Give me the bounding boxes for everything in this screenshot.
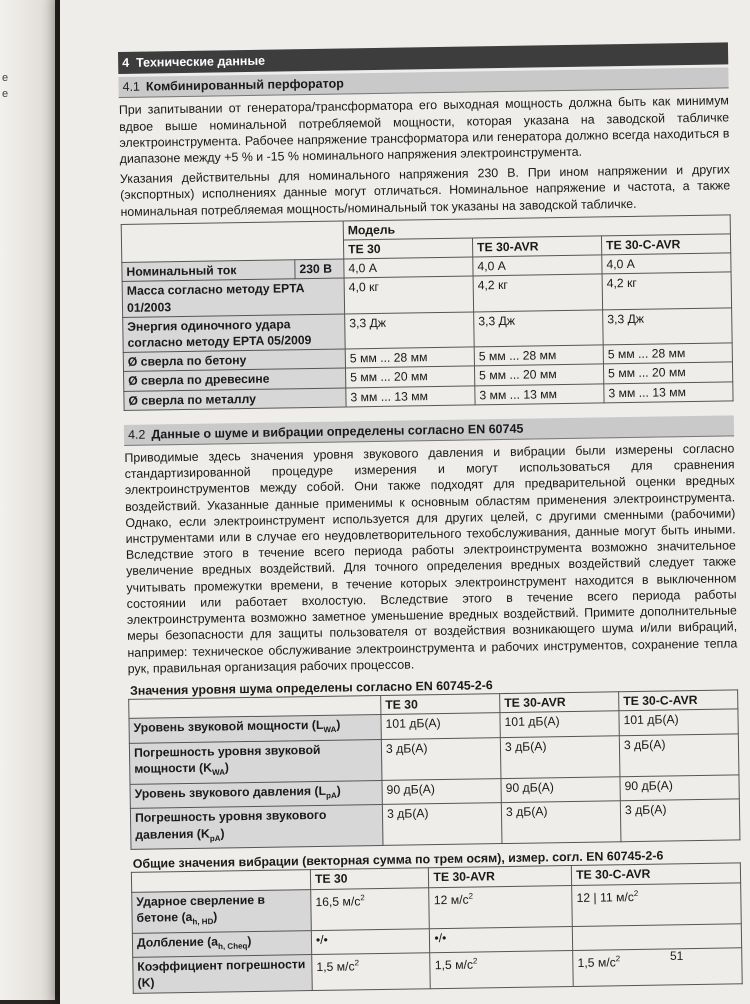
table-cell: 3 мм ... 13 мм: [604, 382, 733, 403]
table-cell: 3 дБ(А): [381, 738, 501, 781]
row-label: Ø сверла по бетону: [123, 349, 345, 372]
table-cell: 3,3 Дж: [603, 308, 733, 345]
noise-table: [128, 689, 740, 850]
table-cell: 1,5 $м/с^2$: [312, 953, 431, 990]
table-cell: 4,0 кг: [344, 276, 474, 313]
table-cell: 3 дБ(А): [500, 736, 620, 779]
row-label: Уровень звукового давления $(L_{pA})$: [130, 780, 382, 809]
paragraph: Указания действительны для номинального напряжения 230 В. При ином напряжении и других (экспортных) исполнениях данные могут отличаться. Номинальное напряжение и частота, а также номинальная потребляемая мощность/номинальный ток указаны на заводской табличке.: [119, 162, 731, 219]
column-header: TE 30: [381, 694, 500, 715]
table-cell: 4,0 А: [473, 255, 602, 276]
section-title: Комбинированный перфоратор: [145, 76, 344, 94]
left-page-mark: е: [2, 88, 9, 100]
column-header: TE 30: [343, 238, 472, 259]
table-cell: 5 мм ... 20 мм: [474, 364, 603, 385]
column-header: TE 30: [310, 868, 429, 889]
table-cell: 3,3 Дж: [345, 312, 475, 349]
section-number: 4.1: [122, 79, 141, 95]
table-cell: 5 мм ... 28 мм: [345, 347, 474, 368]
table-cell: 4,2 кг: [473, 274, 603, 311]
table-cell: 16,5 $м/с^2$: [311, 887, 430, 930]
row-label: Коэффициент погрешности (K): [133, 955, 313, 993]
paragraph: Приводимые здесь значения уровня звукового давления и вибрации были измерены согласно стандартизированной процедуре измерения и могут использоваться для сравнения электроинструментов между собой. Они также подходят для предварительной оценки вредных воздействий. Указанные данные применимы к основным областям применения электроинструмента. Однако, если электроинструмент используется для других целей, с другими сменными (рабочими) инструментами или в случае его неудовлетворительного техобслуживания, данные могут быть иными. Вследствие этого в течение всего периода работы электроинструмента возможно значительное увеличение вредных воздействий. Для точного определения вредных воздействий следует также учитывать промежутки времени, в течение которых электроинструмент находится в выключенном состоянии или работает вхолостую. Вследствие этого в течение всего периода работы электроинструмента возможно заметное уменьшение вредных воздействий. Примите дополнительные меры безопасности для защиты пользователя от воздействия возникающего шума и/или вибраций, например: техническое обслуживание электроинструмента и рабочих инструментов, сохранение тепла рук, правильная организация рабочих процессов.: [124, 441, 738, 676]
table-corner: [121, 221, 344, 263]
table-cell: 101 дБ(А): [381, 713, 500, 740]
table-cell: 101 дБ(А): [619, 709, 738, 736]
section-title: Данные о шуме и вибрации определены согласно EN 60745: [151, 421, 524, 442]
column-header: TE 30-AVR: [500, 692, 619, 713]
table-cell: •/•: [311, 928, 430, 954]
row-label: Долбление $(a_{h, Cheq})$: [132, 930, 311, 957]
column-header: TE 30-C-AVR: [601, 234, 730, 255]
table-cell: 90 дБ(А): [620, 775, 739, 802]
table-cell: 5 мм ... 20 мм: [603, 362, 732, 383]
table-cell: 3 дБ(А): [382, 803, 502, 846]
table-cell: 5 мм ... 28 мм: [603, 343, 732, 364]
table-cell: 4,0 А: [602, 253, 731, 274]
table-cell: 5 мм ... 20 мм: [345, 366, 474, 387]
row-label: Номинальный ток: [122, 260, 295, 282]
table-cell: 3,3 Дж: [474, 310, 604, 347]
table-cell: 3 дБ(А): [620, 799, 740, 842]
table-cell: 3 мм ... 13 мм: [346, 386, 475, 407]
vibration-table-caption: Общие значения вибрации (векторная сумма по трем осям), измер. согл. EN 60745-2-6: [132, 848, 664, 872]
left-page-edge: [0, 0, 55, 1000]
row-label: Энергия одиночного удара согласно методу EPTA 05/2009: [123, 314, 346, 353]
row-label: Погрешность уровня звуковой мощности $(K_{WA})$: [129, 739, 382, 784]
row-label: Ударное сверление в бетоне $(a_{h, HD})$: [132, 889, 312, 933]
table-cell: 5 мм ... 28 мм: [474, 345, 603, 366]
page-number: 51: [670, 949, 684, 963]
table-cell: 1,5 $м/с^2$: [430, 951, 573, 989]
column-header: TE 30-AVR: [472, 236, 601, 257]
table-row: [130, 799, 740, 849]
column-header: TE 30-AVR: [429, 866, 572, 887]
document-page: [60, 0, 750, 1004]
noise-table-caption: Значения уровня шума определены согласно EN 60745-2-6: [129, 678, 493, 698]
table-cell: 3 дБ(А): [501, 801, 621, 844]
model-table: [121, 214, 734, 411]
table-cell: 1,5 $м/с^2$: [573, 948, 742, 986]
paragraph: При запитывании от генератора/трансформатора его выходная мощность должна быть как минимум вдвое выше номинальной потребляемой мощности, которая указана на заводской табличке электроинструмента. Рабочее напряжение трансформатора или генератора должно всегда находиться в диапазоне между +5 % и -15 % номинального напряжения электроинструмента.: [118, 93, 730, 167]
left-page-mark: е: [2, 72, 9, 84]
section-number: 4.2: [127, 427, 146, 442]
table-cell: •/•: [430, 926, 573, 953]
row-label: Ø сверла по древесине: [124, 368, 346, 391]
page-content: [118, 42, 743, 993]
table-cell: 4,2 кг: [602, 272, 732, 309]
row-label: Уровень звуковой мощности $(L_{WA})$: [129, 715, 381, 744]
column-header: TE 30-C-AVR: [572, 863, 741, 885]
table-cell: 3 дБ(А): [619, 734, 739, 777]
row-label: Масса согласно методу EPTA 01/2003: [122, 278, 345, 317]
table-cell: 90 дБ(А): [382, 778, 501, 805]
table-cell: 101 дБ(А): [500, 711, 619, 738]
column-header: TE 30-C-AVR: [619, 690, 738, 711]
table-cell: 4,0 А: [344, 257, 473, 278]
table-cell: [572, 923, 741, 950]
row-label: Погрешность уровня звукового давления $(K_{pA})$: [130, 805, 383, 850]
model-header: Модель: [343, 215, 730, 240]
chapter-number: 4: [122, 55, 130, 70]
table-cell: 90 дБ(А): [501, 777, 620, 804]
table-cell: 12 $м/с^2$: [429, 885, 572, 928]
chapter-title: Технические данные: [135, 53, 266, 70]
table-cell: 3 мм ... 13 мм: [475, 384, 604, 405]
vibration-table: [131, 863, 743, 994]
row-label: Ø сверла по металлу: [124, 388, 346, 411]
row-sublabel: 230 В: [295, 259, 344, 279]
table-cell: 12 | 11 $м/с^2$: [572, 883, 741, 926]
